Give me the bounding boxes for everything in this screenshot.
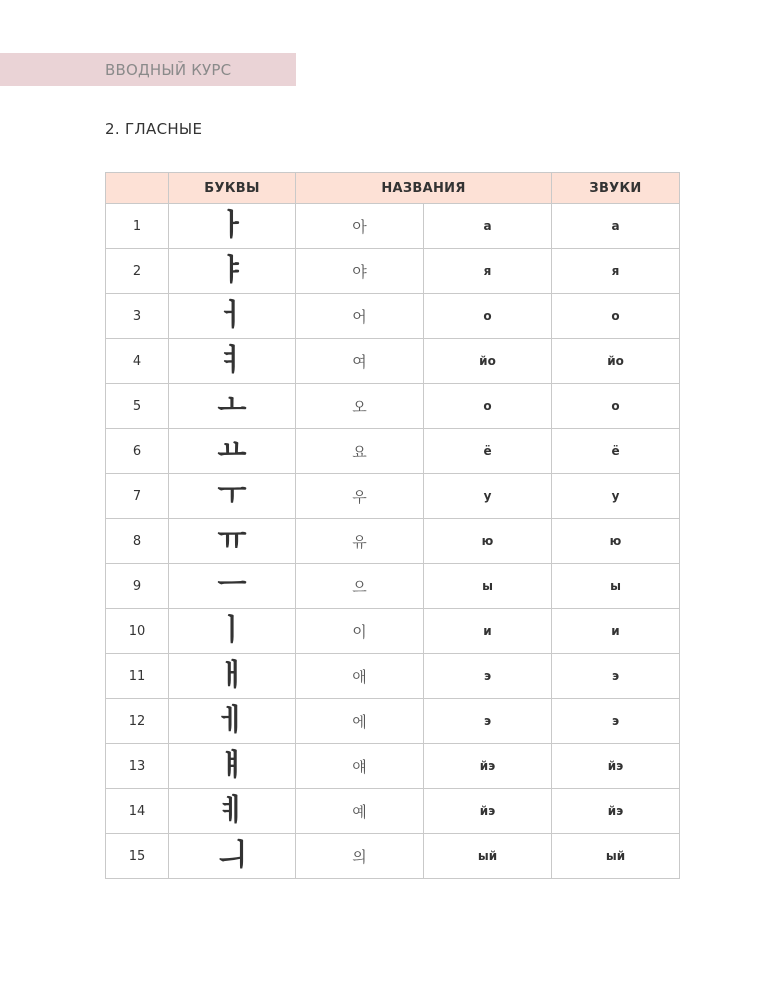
row-number: 9 xyxy=(106,564,169,609)
russian-name: о xyxy=(424,294,552,339)
sound-value: ый xyxy=(552,834,680,879)
vowel-letter: ㅓ xyxy=(169,294,296,339)
table-row xyxy=(106,699,680,744)
table-row xyxy=(106,519,680,564)
korean-name: 여 xyxy=(296,339,424,384)
vowels-table xyxy=(105,172,680,879)
header-sounds: ЗВУКИ xyxy=(552,173,680,204)
vowel-letter: ㅗ xyxy=(169,384,296,429)
vowel-letter: ㅑ xyxy=(169,249,296,294)
korean-name: 에 xyxy=(296,699,424,744)
russian-name: и xyxy=(424,609,552,654)
russian-name: э xyxy=(424,654,552,699)
row-number: 7 xyxy=(106,474,169,519)
korean-name: 의 xyxy=(296,834,424,879)
row-number: 8 xyxy=(106,519,169,564)
korean-name: 애 xyxy=(296,654,424,699)
row-number: 1 xyxy=(106,204,169,249)
sound-value: йо xyxy=(552,339,680,384)
russian-name: а xyxy=(424,204,552,249)
row-number: 3 xyxy=(106,294,169,339)
vowel-letter: ㅣ xyxy=(169,609,296,654)
sound-value: а xyxy=(552,204,680,249)
sound-value: йэ xyxy=(552,789,680,834)
table-row xyxy=(106,339,680,384)
korean-name: 어 xyxy=(296,294,424,339)
vowel-letter: ㅕ xyxy=(169,339,296,384)
row-number: 2 xyxy=(106,249,169,294)
row-number: 11 xyxy=(106,654,169,699)
row-number: 12 xyxy=(106,699,169,744)
sound-value: о xyxy=(552,384,680,429)
russian-name: я xyxy=(424,249,552,294)
table-row xyxy=(106,429,680,474)
vowel-letter: ㅠ xyxy=(169,519,296,564)
sound-value: ы xyxy=(552,564,680,609)
header-letters: БУКВЫ xyxy=(169,173,296,204)
korean-name: 얘 xyxy=(296,744,424,789)
sound-value: у xyxy=(552,474,680,519)
course-header-band xyxy=(0,53,296,86)
table-row xyxy=(106,249,680,294)
korean-name: 요 xyxy=(296,429,424,474)
table-row xyxy=(106,609,680,654)
korean-name: 야 xyxy=(296,249,424,294)
sound-value: ё xyxy=(552,429,680,474)
korean-name: 예 xyxy=(296,789,424,834)
vowel-letter: ㅜ xyxy=(169,474,296,519)
vowels-table-body xyxy=(106,204,680,879)
row-number: 10 xyxy=(106,609,169,654)
row-number: 14 xyxy=(106,789,169,834)
vowel-letter: ㅒ xyxy=(169,744,296,789)
korean-name: 아 xyxy=(296,204,424,249)
vowel-letter: ㅐ xyxy=(169,654,296,699)
korean-name: 이 xyxy=(296,609,424,654)
table-row xyxy=(106,834,680,879)
table-row xyxy=(106,474,680,519)
sound-value: ю xyxy=(552,519,680,564)
row-number: 6 xyxy=(106,429,169,474)
table-header-row xyxy=(106,173,680,204)
sound-value: э xyxy=(552,699,680,744)
row-number: 13 xyxy=(106,744,169,789)
russian-name: у xyxy=(424,474,552,519)
table-row xyxy=(106,789,680,834)
russian-name: ы xyxy=(424,564,552,609)
vowel-letter: ㅛ xyxy=(169,429,296,474)
row-number: 5 xyxy=(106,384,169,429)
table-row xyxy=(106,294,680,339)
sound-value: йэ xyxy=(552,744,680,789)
sound-value: э xyxy=(552,654,680,699)
korean-name: 우 xyxy=(296,474,424,519)
sound-value: о xyxy=(552,294,680,339)
russian-name: э xyxy=(424,699,552,744)
russian-name: о xyxy=(424,384,552,429)
vowel-letter: ㅖ xyxy=(169,789,296,834)
vowel-letter: ㅡ xyxy=(169,564,296,609)
russian-name: ый xyxy=(424,834,552,879)
russian-name: йэ xyxy=(424,744,552,789)
korean-name: 으 xyxy=(296,564,424,609)
sound-value: и xyxy=(552,609,680,654)
table-row xyxy=(106,204,680,249)
section-title: 2. ГЛАСНЫЕ xyxy=(105,120,203,138)
korean-name: 유 xyxy=(296,519,424,564)
header-names: НАЗВАНИЯ xyxy=(296,173,552,204)
russian-name: ю xyxy=(424,519,552,564)
vowel-letter: ㅏ xyxy=(169,204,296,249)
table-row xyxy=(106,654,680,699)
course-header-label: ВВОДНЫЙ КУРС xyxy=(105,61,232,79)
korean-name: 오 xyxy=(296,384,424,429)
sound-value: я xyxy=(552,249,680,294)
row-number: 15 xyxy=(106,834,169,879)
table-row xyxy=(106,384,680,429)
russian-name: ё xyxy=(424,429,552,474)
table-row xyxy=(106,744,680,789)
vowel-letter: ㅔ xyxy=(169,699,296,744)
vowel-letter: ㅢ xyxy=(169,834,296,879)
russian-name: йэ xyxy=(424,789,552,834)
header-number xyxy=(106,173,169,204)
row-number: 4 xyxy=(106,339,169,384)
table-row xyxy=(106,564,680,609)
russian-name: йо xyxy=(424,339,552,384)
